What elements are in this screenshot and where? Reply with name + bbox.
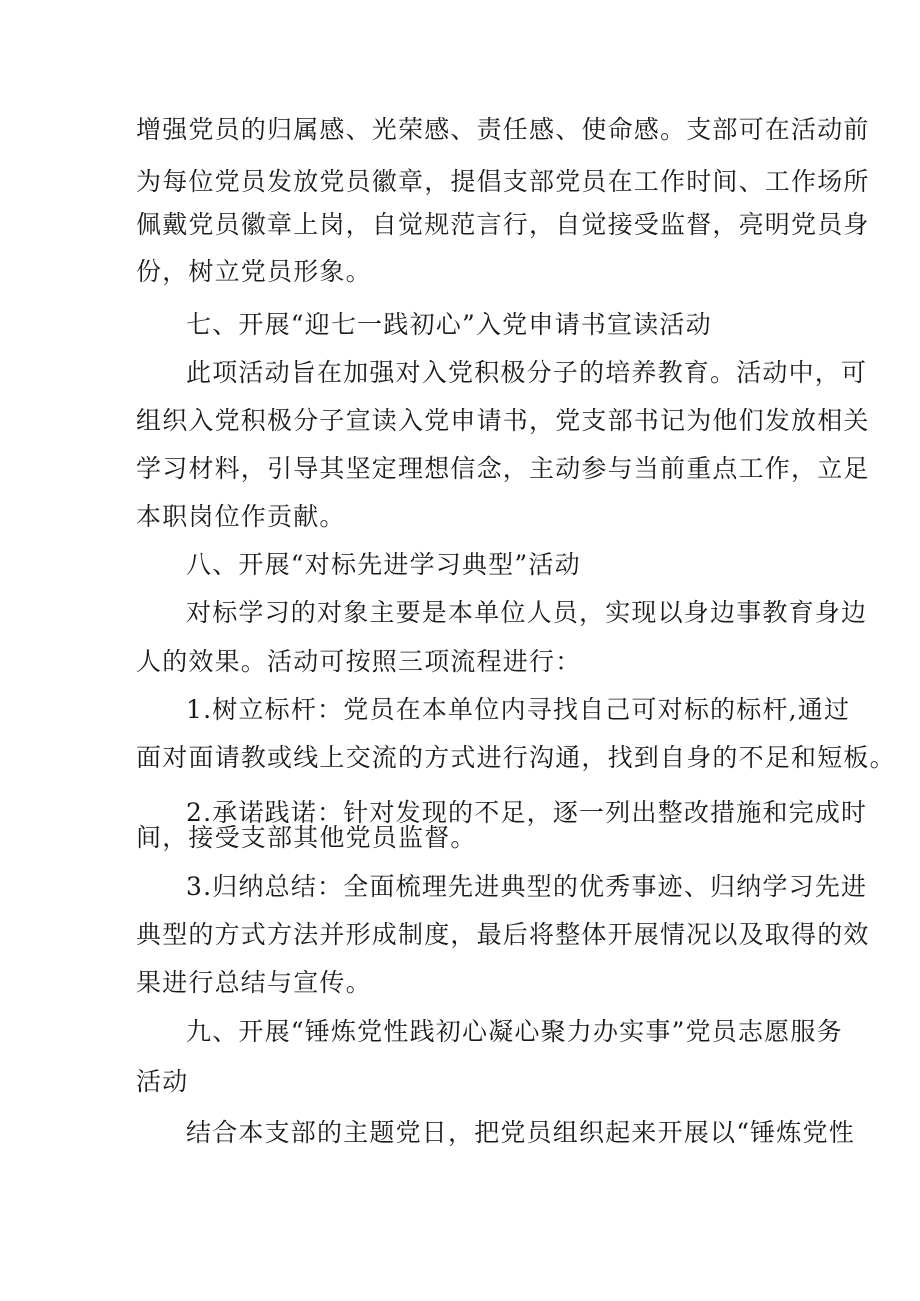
paragraph-line: 对标学习的对象主要是本单位人员，实现以身边事教育身边 <box>186 598 868 627</box>
section-heading-7: 七、开展“迎七一践初心”入党申请书宣读活动 <box>186 310 712 339</box>
paragraph-line: 活动 <box>136 1067 189 1096</box>
paragraph-line: 此项活动旨在加强对入党积极分子的培养教育。活动中，可 <box>186 358 868 387</box>
paragraph-line: 份，树立党员形象。 <box>136 257 372 286</box>
section-heading-9: 九、开展“锤炼党性践初心凝心聚力办实事”党员志愿服务 <box>186 1017 843 1046</box>
paragraph-line: 结合本支部的主题党日，把党员组织起来开展以“锤炼党性 <box>186 1118 855 1147</box>
paragraph-line: 增强党员的归属感、光荣感、责任感、使命感。支部可在活动前 <box>136 115 870 144</box>
section-heading-8: 八、开展“对标先进学习典型”活动 <box>186 550 581 579</box>
paragraph-line: 组织入党积极分子宣读入党申请书，党支部书记为他们发放相关 <box>136 406 870 435</box>
paragraph-line: 人的效果。活动可按照三项流程进行： <box>136 647 582 676</box>
paragraph-line: 间，接受支部其他党员监督。 <box>136 823 477 852</box>
paragraph-line: 果进行总结与宣传。 <box>136 968 372 997</box>
paragraph-line: 典型的方式方法并形成制度，最后将整体开展情况以及取得的效 <box>136 920 870 949</box>
list-item-3: 3.归纳总结：全面梳理先进典型的优秀事迹、归纳学习先进 <box>186 872 868 901</box>
list-item-1: 1.树立标杆：党员在本单位内寻找自己可对标的标杆,通过 <box>186 695 851 724</box>
paragraph-line: 本职岗位作贡献。 <box>136 502 346 531</box>
paragraph-line: 佩戴党员徽章上岗，自觉规范言行，自觉接受监督，亮明党员身 <box>136 210 870 239</box>
paragraph-line: 面对面请教或线上交流的方式进行沟通，找到自身的不足和短板。 <box>136 743 896 772</box>
list-item-2: 2.承诺践诺：针对发现的不足，逐一列出整改措施和完成时 <box>186 798 868 827</box>
paragraph-line: 为每位党员发放党员徽章，提倡支部党员在工作时间、工作场所 <box>136 167 870 196</box>
paragraph-line: 学习材料，引导其坚定理想信念，主动参与当前重点工作，立足 <box>136 454 870 483</box>
